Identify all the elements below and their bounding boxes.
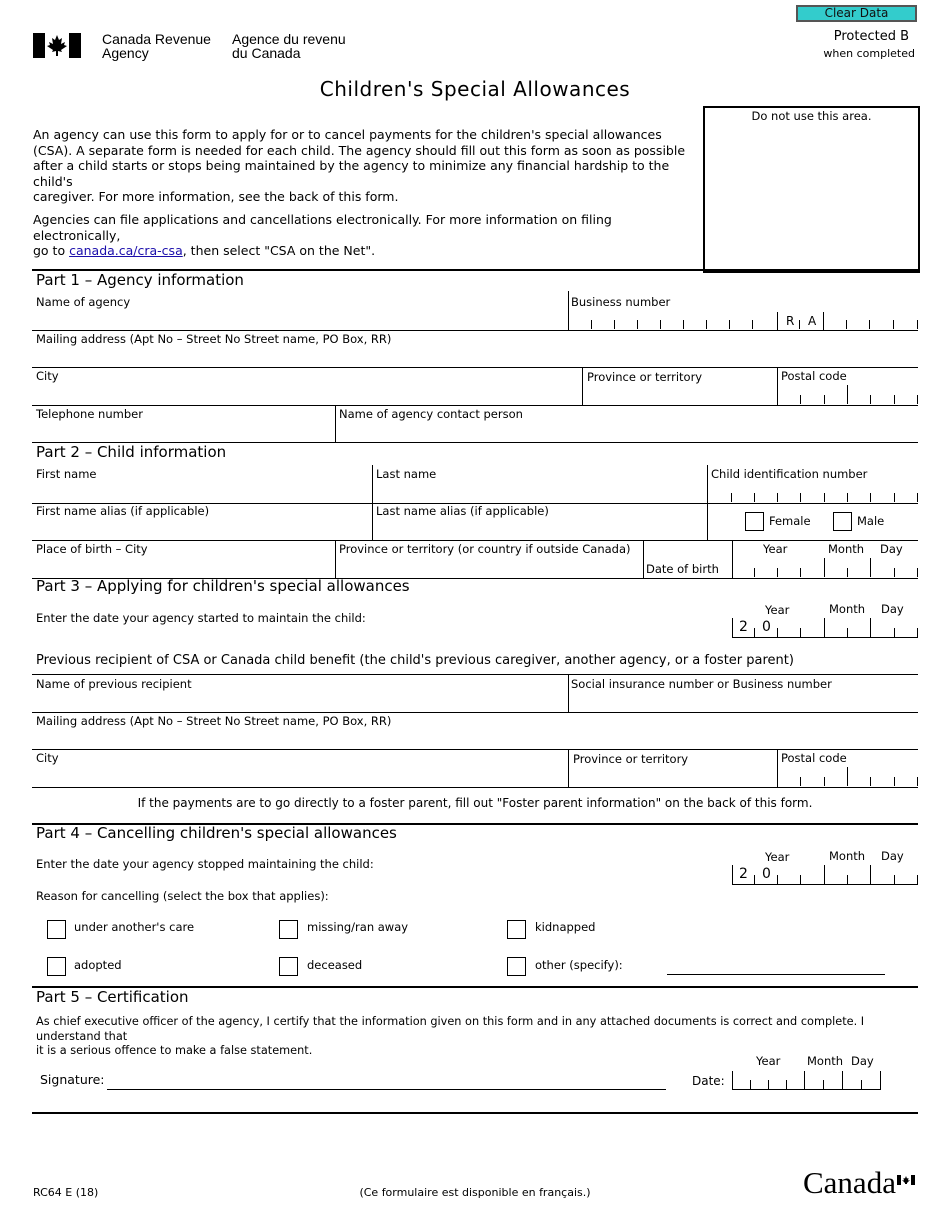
- page-title: Children's Special Allowances: [319, 77, 631, 101]
- adopted-label: adopted: [74, 958, 122, 972]
- other-checkbox[interactable]: [507, 957, 526, 976]
- p3-province-input[interactable]: [569, 767, 776, 786]
- cert-year-label: Year: [756, 1054, 781, 1068]
- business-number-label: Business number: [571, 295, 671, 309]
- date-of-birth-input[interactable]: [733, 557, 918, 577]
- place-of-birth-label: Place of birth – City: [36, 542, 148, 556]
- deceased-checkbox[interactable]: [279, 957, 298, 976]
- prev-recipient-heading: Previous recipient of CSA or Canada child benefit (the child's previous caregiver, another agency, or a foster parent): [36, 653, 794, 668]
- place-of-birth-input[interactable]: [33, 557, 333, 577]
- kidnapped-label: kidnapped: [535, 920, 596, 934]
- part1-title: Part 1 – Agency information: [36, 271, 244, 289]
- p4-year-digit-2: 0: [762, 866, 771, 882]
- stop-date-input[interactable]: [733, 865, 918, 884]
- missing-label: missing/ran away: [307, 920, 409, 934]
- p3-month-label: Month: [829, 602, 866, 616]
- part3-title: Part 3 – Applying for children's special allowances: [36, 577, 410, 595]
- certification-text: As chief executive officer of the agency, I certify that the information given on this form and in any attached documents is correct and complete. I understand that it is a serious offence to make a false statement.: [36, 1015, 865, 1057]
- name-of-agency-label: Name of agency: [36, 295, 131, 309]
- p3-year-digit-2: 0: [762, 619, 771, 635]
- p4-month-label: Month: [829, 849, 866, 863]
- other-specify-input[interactable]: [667, 958, 885, 975]
- last-alias-label: Last name alias (if applicable): [376, 504, 549, 518]
- p3-mailing-address-input[interactable]: [33, 729, 917, 748]
- canada-wordmark: Canada: [803, 1165, 896, 1200]
- prev-name-label: Name of previous recipient: [36, 677, 192, 691]
- prev-name-input[interactable]: [33, 692, 567, 711]
- province-country-label: Province or territory (or country if outside Canada): [339, 542, 631, 556]
- female-label: Female: [769, 514, 811, 528]
- province-label: Province or territory: [587, 370, 703, 384]
- deceased-label: deceased: [307, 958, 363, 972]
- telephone-input[interactable]: [33, 422, 333, 441]
- postal-code-label: Postal code: [781, 369, 847, 383]
- other-label: other (specify):: [535, 958, 623, 972]
- cert-date-label: Date:: [692, 1074, 725, 1088]
- province-input[interactable]: [583, 385, 776, 404]
- part4-title: Part 4 – Cancelling children's special allowances: [36, 824, 397, 842]
- csa-link[interactable]: canada.ca/cra-csa: [69, 243, 183, 259]
- p4-year-label: Year: [765, 850, 790, 864]
- canada-flag-logo: [33, 33, 81, 58]
- bn-a: A: [808, 314, 817, 328]
- p3-city-label: City: [36, 751, 59, 765]
- p3-postal-code-label: Postal code: [781, 751, 847, 765]
- business-number-input[interactable]: [569, 310, 918, 330]
- first-name-input[interactable]: [33, 482, 370, 502]
- sin-bn-label: Social insurance number or Business number: [571, 677, 832, 691]
- contact-person-input[interactable]: [336, 422, 916, 441]
- under-care-label: under another's care: [74, 920, 195, 934]
- foster-note: If the payments are to go directly to a foster parent, fill out "Foster parent information" on the back of this form.: [137, 796, 813, 810]
- missing-checkbox[interactable]: [279, 920, 298, 939]
- first-alias-label: First name alias (if applicable): [36, 504, 210, 518]
- child-id-input[interactable]: [708, 482, 918, 502]
- contact-person-label: Name of agency contact person: [339, 407, 523, 421]
- reason-label: Reason for cancelling (select the box that applies):: [36, 889, 329, 903]
- p4-day-label: Day: [881, 849, 904, 863]
- cert-month-label: Month: [807, 1054, 844, 1068]
- start-date-label: Enter the date your agency started to maintain the child:: [36, 611, 366, 625]
- stop-date-label: Enter the date your agency stopped maintaining the child:: [36, 857, 374, 871]
- p3-city-input[interactable]: [33, 766, 567, 786]
- bn-r: R: [786, 314, 795, 328]
- cert-date-input[interactable]: [732, 1071, 881, 1089]
- signature-label: Signature:: [40, 1072, 105, 1087]
- date-of-birth-label: Date of birth: [646, 562, 719, 576]
- first-alias-input[interactable]: [33, 519, 370, 539]
- part2-title: Part 2 – Child information: [36, 443, 227, 461]
- kidnapped-checkbox[interactable]: [507, 920, 526, 939]
- dob-month-label: Month: [828, 542, 865, 556]
- signature-input[interactable]: [107, 1072, 666, 1090]
- p4-year-digit-1: 2: [739, 866, 748, 882]
- start-date-input[interactable]: [733, 618, 918, 637]
- when-completed-label: when completed: [823, 47, 915, 60]
- city-label: City: [36, 369, 59, 383]
- mailing-address-label: Mailing address (Apt No – Street No Street name, PO Box, RR): [36, 332, 392, 346]
- cert-day-label: Day: [851, 1054, 874, 1068]
- female-checkbox[interactable]: [745, 512, 764, 531]
- mailing-address-input[interactable]: [33, 347, 917, 366]
- last-name-label: Last name: [376, 467, 437, 481]
- name-of-agency-input[interactable]: [33, 310, 567, 329]
- canada-wordmark-flag-icon: [897, 1170, 915, 1180]
- agency-name-fr: Agence du revenu du Canada: [232, 31, 346, 61]
- telephone-label: Telephone number: [36, 407, 143, 421]
- clear-data-button[interactable]: Clear Data: [796, 5, 917, 22]
- male-checkbox[interactable]: [833, 512, 852, 531]
- dob-day-label: Day: [880, 542, 903, 556]
- p3-day-label: Day: [881, 602, 904, 616]
- last-name-input[interactable]: [373, 482, 706, 502]
- intro-text: An agency can use this form to apply for or to cancel payments for the children's special allowances (CSA). A separate form is needed for each child. The agency should fill out this form as soon as possible after a child starts or stops being maintained by the agency to minimize any financial hardship to the child's caregiver. For more information, see the back of this form. Agencies can file applications and cancellations electronically. For more information on filing electronically, go to canada.ca/cra-csa, then select "CSA on the Net".: [33, 127, 686, 259]
- protected-b-label: Protected B: [833, 29, 909, 44]
- part5-title: Part 5 – Certification: [36, 988, 189, 1006]
- agency-name-en: Canada Revenue Agency: [102, 31, 211, 61]
- adopted-checkbox[interactable]: [47, 957, 66, 976]
- under-care-checkbox[interactable]: [47, 920, 66, 939]
- french-note: (Ce formulaire est disponible en français.): [359, 1186, 591, 1199]
- p3-year-digit-1: 2: [739, 619, 748, 635]
- dob-year-label: Year: [763, 542, 788, 556]
- province-country-input[interactable]: [336, 557, 642, 577]
- form-id: RC64 E (18): [33, 1186, 99, 1199]
- do-not-use-box: Do not use this area.: [703, 106, 920, 273]
- last-alias-input[interactable]: [373, 519, 706, 539]
- male-label: Male: [857, 514, 885, 528]
- city-input[interactable]: [33, 384, 581, 404]
- p3-year-label: Year: [765, 603, 790, 617]
- first-name-label: First name: [36, 467, 97, 481]
- child-id-label: Child identification number: [711, 467, 868, 481]
- p3-postal-code-input[interactable]: [778, 766, 918, 786]
- postal-code-input[interactable]: [778, 384, 918, 404]
- p3-province-label: Province or territory: [573, 752, 689, 766]
- p3-mailing-address-label: Mailing address (Apt No – Street No Street name, PO Box, RR): [36, 714, 392, 728]
- sin-bn-input[interactable]: [569, 692, 918, 711]
